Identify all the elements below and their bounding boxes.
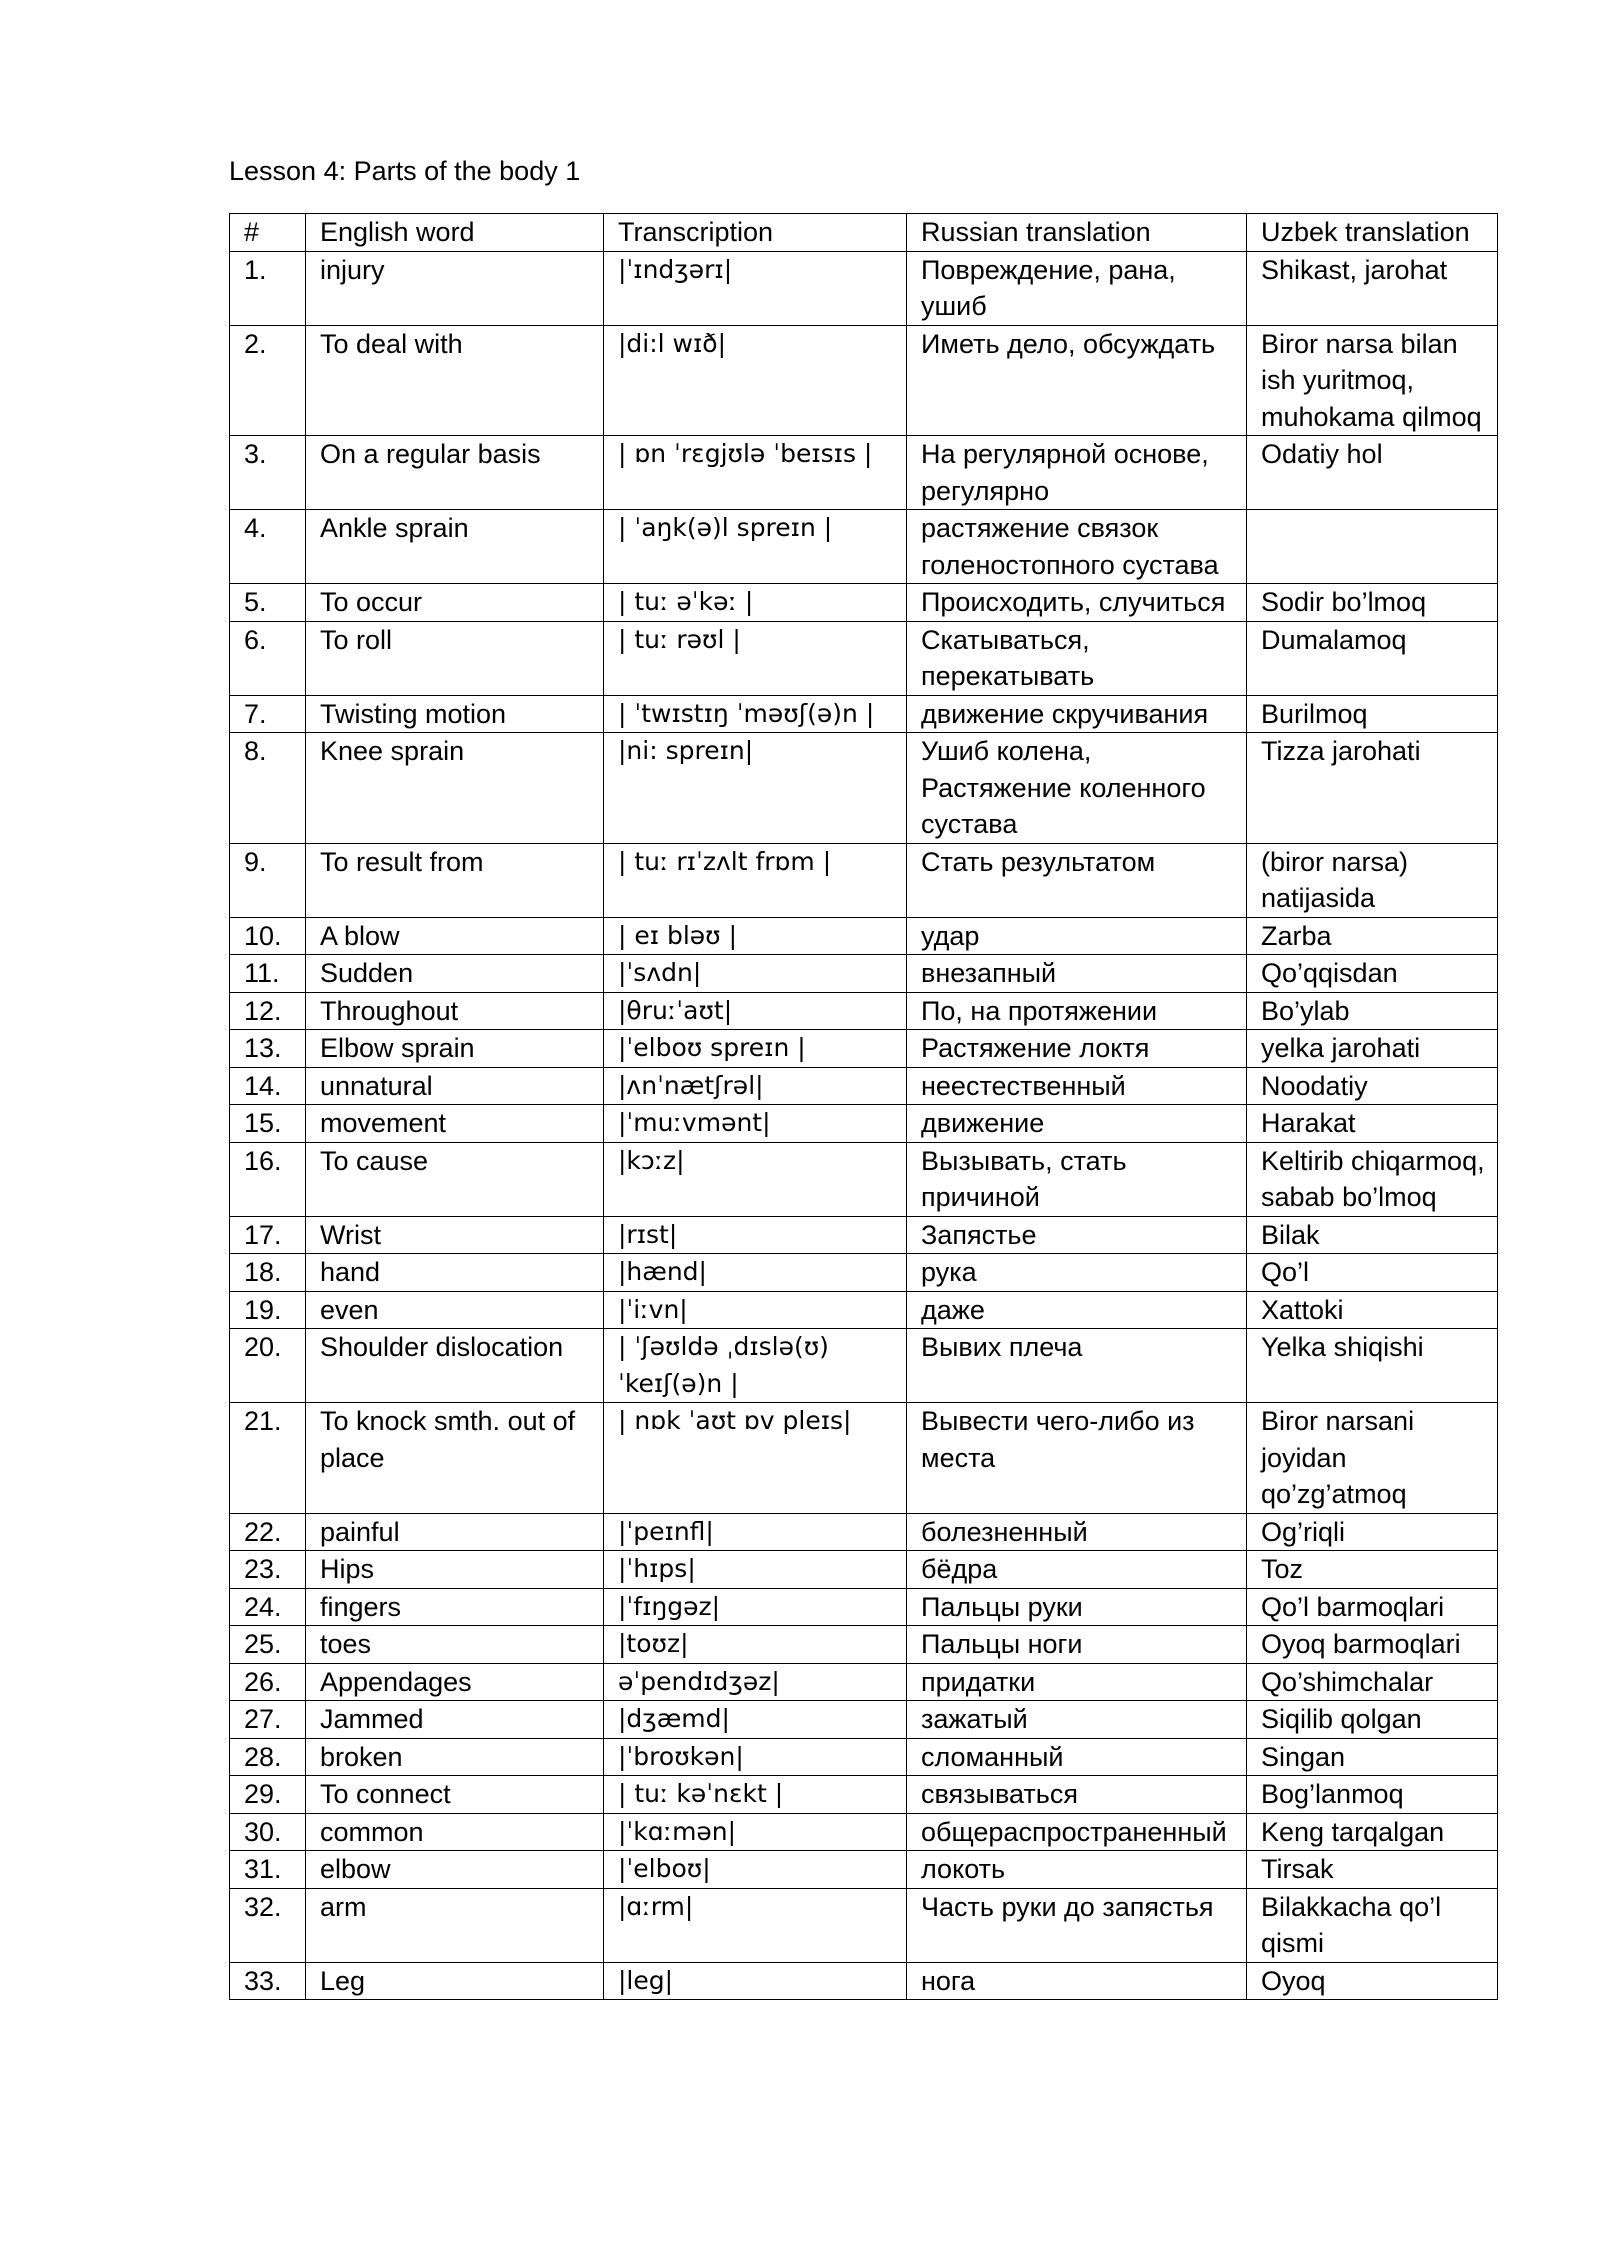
cell-uzbek-translation: Shikast, jarohat [1247, 251, 1498, 325]
cell-transcription: |ˈmuːvmənt| [604, 1105, 907, 1143]
table-row [230, 436, 1498, 510]
table-row [230, 1030, 1498, 1068]
cell-english-word: Ankle sprain [306, 510, 604, 584]
cell-transcription: | tuː rəʊl | [604, 621, 907, 695]
cell-number: 11. [230, 955, 306, 993]
cell-transcription: | ˈaŋk(ə)l spreɪn | [604, 510, 907, 584]
cell-transcription: | tuː əˈkəː | [604, 584, 907, 622]
cell-russian-translation: придатки [907, 1663, 1247, 1701]
cell-russian-translation: общераспространенный [907, 1813, 1247, 1851]
cell-russian-translation: рука [907, 1254, 1247, 1292]
table-row [230, 1962, 1498, 2000]
table-row [230, 1851, 1498, 1889]
cell-uzbek-translation: Oyoq [1247, 1962, 1498, 2000]
column-header-transcription: Transcription [604, 214, 907, 252]
cell-english-word: Elbow sprain [306, 1030, 604, 1068]
table-row [230, 1291, 1498, 1329]
cell-russian-translation: удар [907, 917, 1247, 955]
cell-uzbek-translation: Bilakkacha qo’l qismi [1247, 1888, 1498, 1962]
cell-uzbek-translation: Noodatiy [1247, 1067, 1498, 1105]
cell-number: 16. [230, 1142, 306, 1216]
cell-number: 21. [230, 1403, 306, 1514]
cell-transcription: | ˈtwɪstɪŋ ˈməʊʃ(ə)n | [604, 695, 907, 733]
cell-uzbek-translation: Qo’l barmoqlari [1247, 1588, 1498, 1626]
cell-number: 23. [230, 1551, 306, 1589]
cell-number: 8. [230, 733, 306, 844]
table-body [230, 251, 1498, 2000]
cell-number: 18. [230, 1254, 306, 1292]
table-row [230, 992, 1498, 1030]
table-row [230, 510, 1498, 584]
cell-russian-translation: Иметь дело, обсуждать [907, 325, 1247, 436]
cell-number: 29. [230, 1776, 306, 1814]
cell-english-word: Wrist [306, 1216, 604, 1254]
cell-uzbek-translation: Zarba [1247, 917, 1498, 955]
table-row [230, 695, 1498, 733]
cell-russian-translation: Вывих плеча [907, 1329, 1247, 1403]
table-row [230, 1776, 1498, 1814]
table-row [230, 955, 1498, 993]
cell-russian-translation: локоть [907, 1851, 1247, 1889]
cell-english-word: To occur [306, 584, 604, 622]
cell-russian-translation: связываться [907, 1776, 1247, 1814]
cell-number: 25. [230, 1626, 306, 1664]
cell-number: 32. [230, 1888, 306, 1962]
cell-uzbek-translation: Tirsak [1247, 1851, 1498, 1889]
cell-russian-translation: сломанный [907, 1738, 1247, 1776]
cell-russian-translation: нога [907, 1962, 1247, 2000]
cell-number: 28. [230, 1738, 306, 1776]
cell-english-word: Shoulder dislocation [306, 1329, 604, 1403]
cell-transcription: |ˈfɪŋgəz| [604, 1588, 907, 1626]
cell-uzbek-translation: Qo’shimchalar [1247, 1663, 1498, 1701]
cell-uzbek-translation: Oyoq barmoqlari [1247, 1626, 1498, 1664]
cell-english-word: A blow [306, 917, 604, 955]
cell-uzbek-translation: Harakat [1247, 1105, 1498, 1143]
cell-english-word: toes [306, 1626, 604, 1664]
cell-transcription: |ˈelboʊ| [604, 1851, 907, 1889]
cell-english-word: unnatural [306, 1067, 604, 1105]
cell-transcription: |ˈɪndʒərɪ| [604, 251, 907, 325]
cell-english-word: Leg [306, 1962, 604, 2000]
vocabulary-table [229, 213, 1498, 2000]
cell-russian-translation: движение скручивания [907, 695, 1247, 733]
cell-transcription: |ˈpeɪnfl| [604, 1513, 907, 1551]
cell-number: 13. [230, 1030, 306, 1068]
cell-english-word: Throughout [306, 992, 604, 1030]
cell-english-word: fingers [306, 1588, 604, 1626]
cell-russian-translation: Ушиб колена, Растяжение коленного сустава [907, 733, 1247, 844]
cell-russian-translation: движение [907, 1105, 1247, 1143]
table-row [230, 584, 1498, 622]
cell-transcription: |θruːˈaʊt| [604, 992, 907, 1030]
cell-transcription: |ˈkɑːmən| [604, 1813, 907, 1851]
column-header-russian: Russian translation [907, 214, 1247, 252]
cell-uzbek-translation: Dumalamoq [1247, 621, 1498, 695]
table-row [230, 1513, 1498, 1551]
cell-russian-translation: Растяжение локтя [907, 1030, 1247, 1068]
table-row [230, 1813, 1498, 1851]
cell-transcription: |ˈiːvn| [604, 1291, 907, 1329]
cell-english-word: Twisting motion [306, 695, 604, 733]
cell-russian-translation: Повреждение, рана, ушиб [907, 251, 1247, 325]
cell-uzbek-translation: Bo’ylab [1247, 992, 1498, 1030]
cell-english-word: To connect [306, 1776, 604, 1814]
table-row [230, 1588, 1498, 1626]
cell-english-word: To result from [306, 843, 604, 917]
cell-transcription: |di:l wɪð| [604, 325, 907, 436]
cell-number: 6. [230, 621, 306, 695]
table-row [230, 1105, 1498, 1143]
cell-uzbek-translation: Keng tarqalgan [1247, 1813, 1498, 1851]
table-row [230, 843, 1498, 917]
cell-transcription: |ʌnˈnætʃrəl| [604, 1067, 907, 1105]
cell-uzbek-translation: Tizza jarohati [1247, 733, 1498, 844]
cell-russian-translation: Пальцы руки [907, 1588, 1247, 1626]
cell-uzbek-translation: Og’riqli [1247, 1513, 1498, 1551]
cell-transcription: |ˈelboʊ spreɪn | [604, 1030, 907, 1068]
cell-russian-translation: По, на протяжении [907, 992, 1247, 1030]
cell-number: 22. [230, 1513, 306, 1551]
cell-number: 17. [230, 1216, 306, 1254]
table-header-row [230, 214, 1498, 252]
cell-uzbek-translation: Odatiy hol [1247, 436, 1498, 510]
table-row [230, 1551, 1498, 1589]
cell-uzbek-translation: Bilak [1247, 1216, 1498, 1254]
cell-uzbek-translation: Qo’l [1247, 1254, 1498, 1292]
cell-number: 4. [230, 510, 306, 584]
cell-number: 10. [230, 917, 306, 955]
cell-number: 24. [230, 1588, 306, 1626]
table-row [230, 1663, 1498, 1701]
table-row [230, 1403, 1498, 1514]
cell-english-word: hand [306, 1254, 604, 1292]
cell-russian-translation: Стать результатом [907, 843, 1247, 917]
cell-transcription: |kɔːz| [604, 1142, 907, 1216]
table-row [230, 325, 1498, 436]
table-row [230, 1142, 1498, 1216]
cell-russian-translation: болезненный [907, 1513, 1247, 1551]
cell-russian-translation: На регулярной основе, регулярно [907, 436, 1247, 510]
cell-russian-translation: Вызывать, стать причиной [907, 1142, 1247, 1216]
table-row [230, 1254, 1498, 1292]
cell-russian-translation: Запястье [907, 1216, 1247, 1254]
cell-transcription: | tuː kəˈnɛkt | [604, 1776, 907, 1814]
cell-uzbek-translation: Singan [1247, 1738, 1498, 1776]
cell-transcription: | tuː rɪˈzʌlt frɒm | [604, 843, 907, 917]
cell-english-word: arm [306, 1888, 604, 1962]
cell-russian-translation: внезапный [907, 955, 1247, 993]
cell-transcription: əˈpendɪdʒəz| [604, 1663, 907, 1701]
cell-number: 20. [230, 1329, 306, 1403]
cell-english-word: injury [306, 251, 604, 325]
cell-number: 3. [230, 436, 306, 510]
cell-number: 19. [230, 1291, 306, 1329]
table-row [230, 1216, 1498, 1254]
cell-english-word: movement [306, 1105, 604, 1143]
cell-english-word: painful [306, 1513, 604, 1551]
cell-number: 2. [230, 325, 306, 436]
table-row [230, 251, 1498, 325]
cell-english-word: common [306, 1813, 604, 1851]
cell-uzbek-translation: Burilmoq [1247, 695, 1498, 733]
cell-transcription: |ɑːrm| [604, 1888, 907, 1962]
cell-russian-translation: бёдра [907, 1551, 1247, 1589]
cell-number: 5. [230, 584, 306, 622]
cell-number: 7. [230, 695, 306, 733]
table-row [230, 1329, 1498, 1403]
cell-uzbek-translation: Biror narsani joyidan qo’zg’atmoq [1247, 1403, 1498, 1514]
cell-transcription: |ˈbroʊkən| [604, 1738, 907, 1776]
cell-transcription: | ɒn ˈrɛgjʊlə ˈbeɪsɪs | [604, 436, 907, 510]
cell-transcription: |leg| [604, 1962, 907, 2000]
table-row [230, 621, 1498, 695]
cell-uzbek-translation: Xattoki [1247, 1291, 1498, 1329]
cell-number: 9. [230, 843, 306, 917]
table-row [230, 1738, 1498, 1776]
table-row [230, 1888, 1498, 1962]
cell-uzbek-translation: Toz [1247, 1551, 1498, 1589]
cell-english-word: Sudden [306, 955, 604, 993]
cell-russian-translation: Скатываться, перекатывать [907, 621, 1247, 695]
cell-english-word: To deal with [306, 325, 604, 436]
table-row [230, 1626, 1498, 1664]
cell-russian-translation: неестественный [907, 1067, 1247, 1105]
cell-number: 1. [230, 251, 306, 325]
cell-uzbek-translation: Qo’qqisdan [1247, 955, 1498, 993]
cell-number: 12. [230, 992, 306, 1030]
column-header-number: # [230, 214, 306, 252]
cell-transcription: |rɪst| [604, 1216, 907, 1254]
cell-transcription: | nɒk ˈaʊt ɒv pleɪs| [604, 1403, 907, 1514]
cell-number: 31. [230, 1851, 306, 1889]
cell-number: 27. [230, 1701, 306, 1739]
page-title: Lesson 4: Parts of the body 1 [229, 156, 581, 186]
table-row [230, 917, 1498, 955]
cell-english-word: Appendages [306, 1663, 604, 1701]
cell-transcription: |dʒæmd| [604, 1701, 907, 1739]
cell-uzbek-translation: Yelka shiqishi [1247, 1329, 1498, 1403]
cell-uzbek-translation [1247, 510, 1498, 584]
cell-number: 26. [230, 1663, 306, 1701]
cell-number: 15. [230, 1105, 306, 1143]
cell-transcription: |ˈhɪps| [604, 1551, 907, 1589]
cell-number: 14. [230, 1067, 306, 1105]
cell-transcription: | ˈʃəʊldə ˌdɪslə(ʊ)ˈkeɪʃ(ə)n | [604, 1329, 907, 1403]
table-row [230, 1701, 1498, 1739]
cell-number: 30. [230, 1813, 306, 1851]
cell-uzbek-translation: Biror narsa bilan ish yuritmoq, muhokama qilmoq [1247, 325, 1498, 436]
cell-russian-translation: Вывести чего-либо из места [907, 1403, 1247, 1514]
cell-uzbek-translation: (biror narsa) natijasida [1247, 843, 1498, 917]
column-header-english: English word [306, 214, 604, 252]
cell-english-word: Hips [306, 1551, 604, 1589]
cell-transcription: |ni: spreɪn| [604, 733, 907, 844]
cell-uzbek-translation: Keltirib chiqarmoq, sabab bo’lmoq [1247, 1142, 1498, 1216]
cell-russian-translation: зажатый [907, 1701, 1247, 1739]
cell-russian-translation: растяжение связок голеностопного сустава [907, 510, 1247, 584]
cell-english-word: To roll [306, 621, 604, 695]
cell-transcription: |hænd| [604, 1254, 907, 1292]
cell-uzbek-translation: Sodir bo’lmoq [1247, 584, 1498, 622]
cell-russian-translation: Пальцы ноги [907, 1626, 1247, 1664]
cell-uzbek-translation: Bog’lanmoq [1247, 1776, 1498, 1814]
cell-english-word: Jammed [306, 1701, 604, 1739]
cell-english-word: Knee sprain [306, 733, 604, 844]
cell-transcription: | eɪ bləʊ | [604, 917, 907, 955]
cell-transcription: |ˈsʌdn| [604, 955, 907, 993]
cell-russian-translation: Происходить, случиться [907, 584, 1247, 622]
cell-uzbek-translation: Siqilib qolgan [1247, 1701, 1498, 1739]
cell-english-word: even [306, 1291, 604, 1329]
cell-english-word: To cause [306, 1142, 604, 1216]
table-row [230, 733, 1498, 844]
column-header-uzbek: Uzbek translation [1247, 214, 1498, 252]
cell-russian-translation: Часть руки до запястья [907, 1888, 1247, 1962]
cell-english-word: broken [306, 1738, 604, 1776]
cell-english-word: elbow [306, 1851, 604, 1889]
cell-russian-translation: даже [907, 1291, 1247, 1329]
cell-english-word: On a regular basis [306, 436, 604, 510]
cell-uzbek-translation: yelka jarohati [1247, 1030, 1498, 1068]
cell-english-word: To knock smth. out of place [306, 1403, 604, 1514]
cell-number: 33. [230, 1962, 306, 2000]
table-row [230, 1067, 1498, 1105]
cell-transcription: |toʊz| [604, 1626, 907, 1664]
